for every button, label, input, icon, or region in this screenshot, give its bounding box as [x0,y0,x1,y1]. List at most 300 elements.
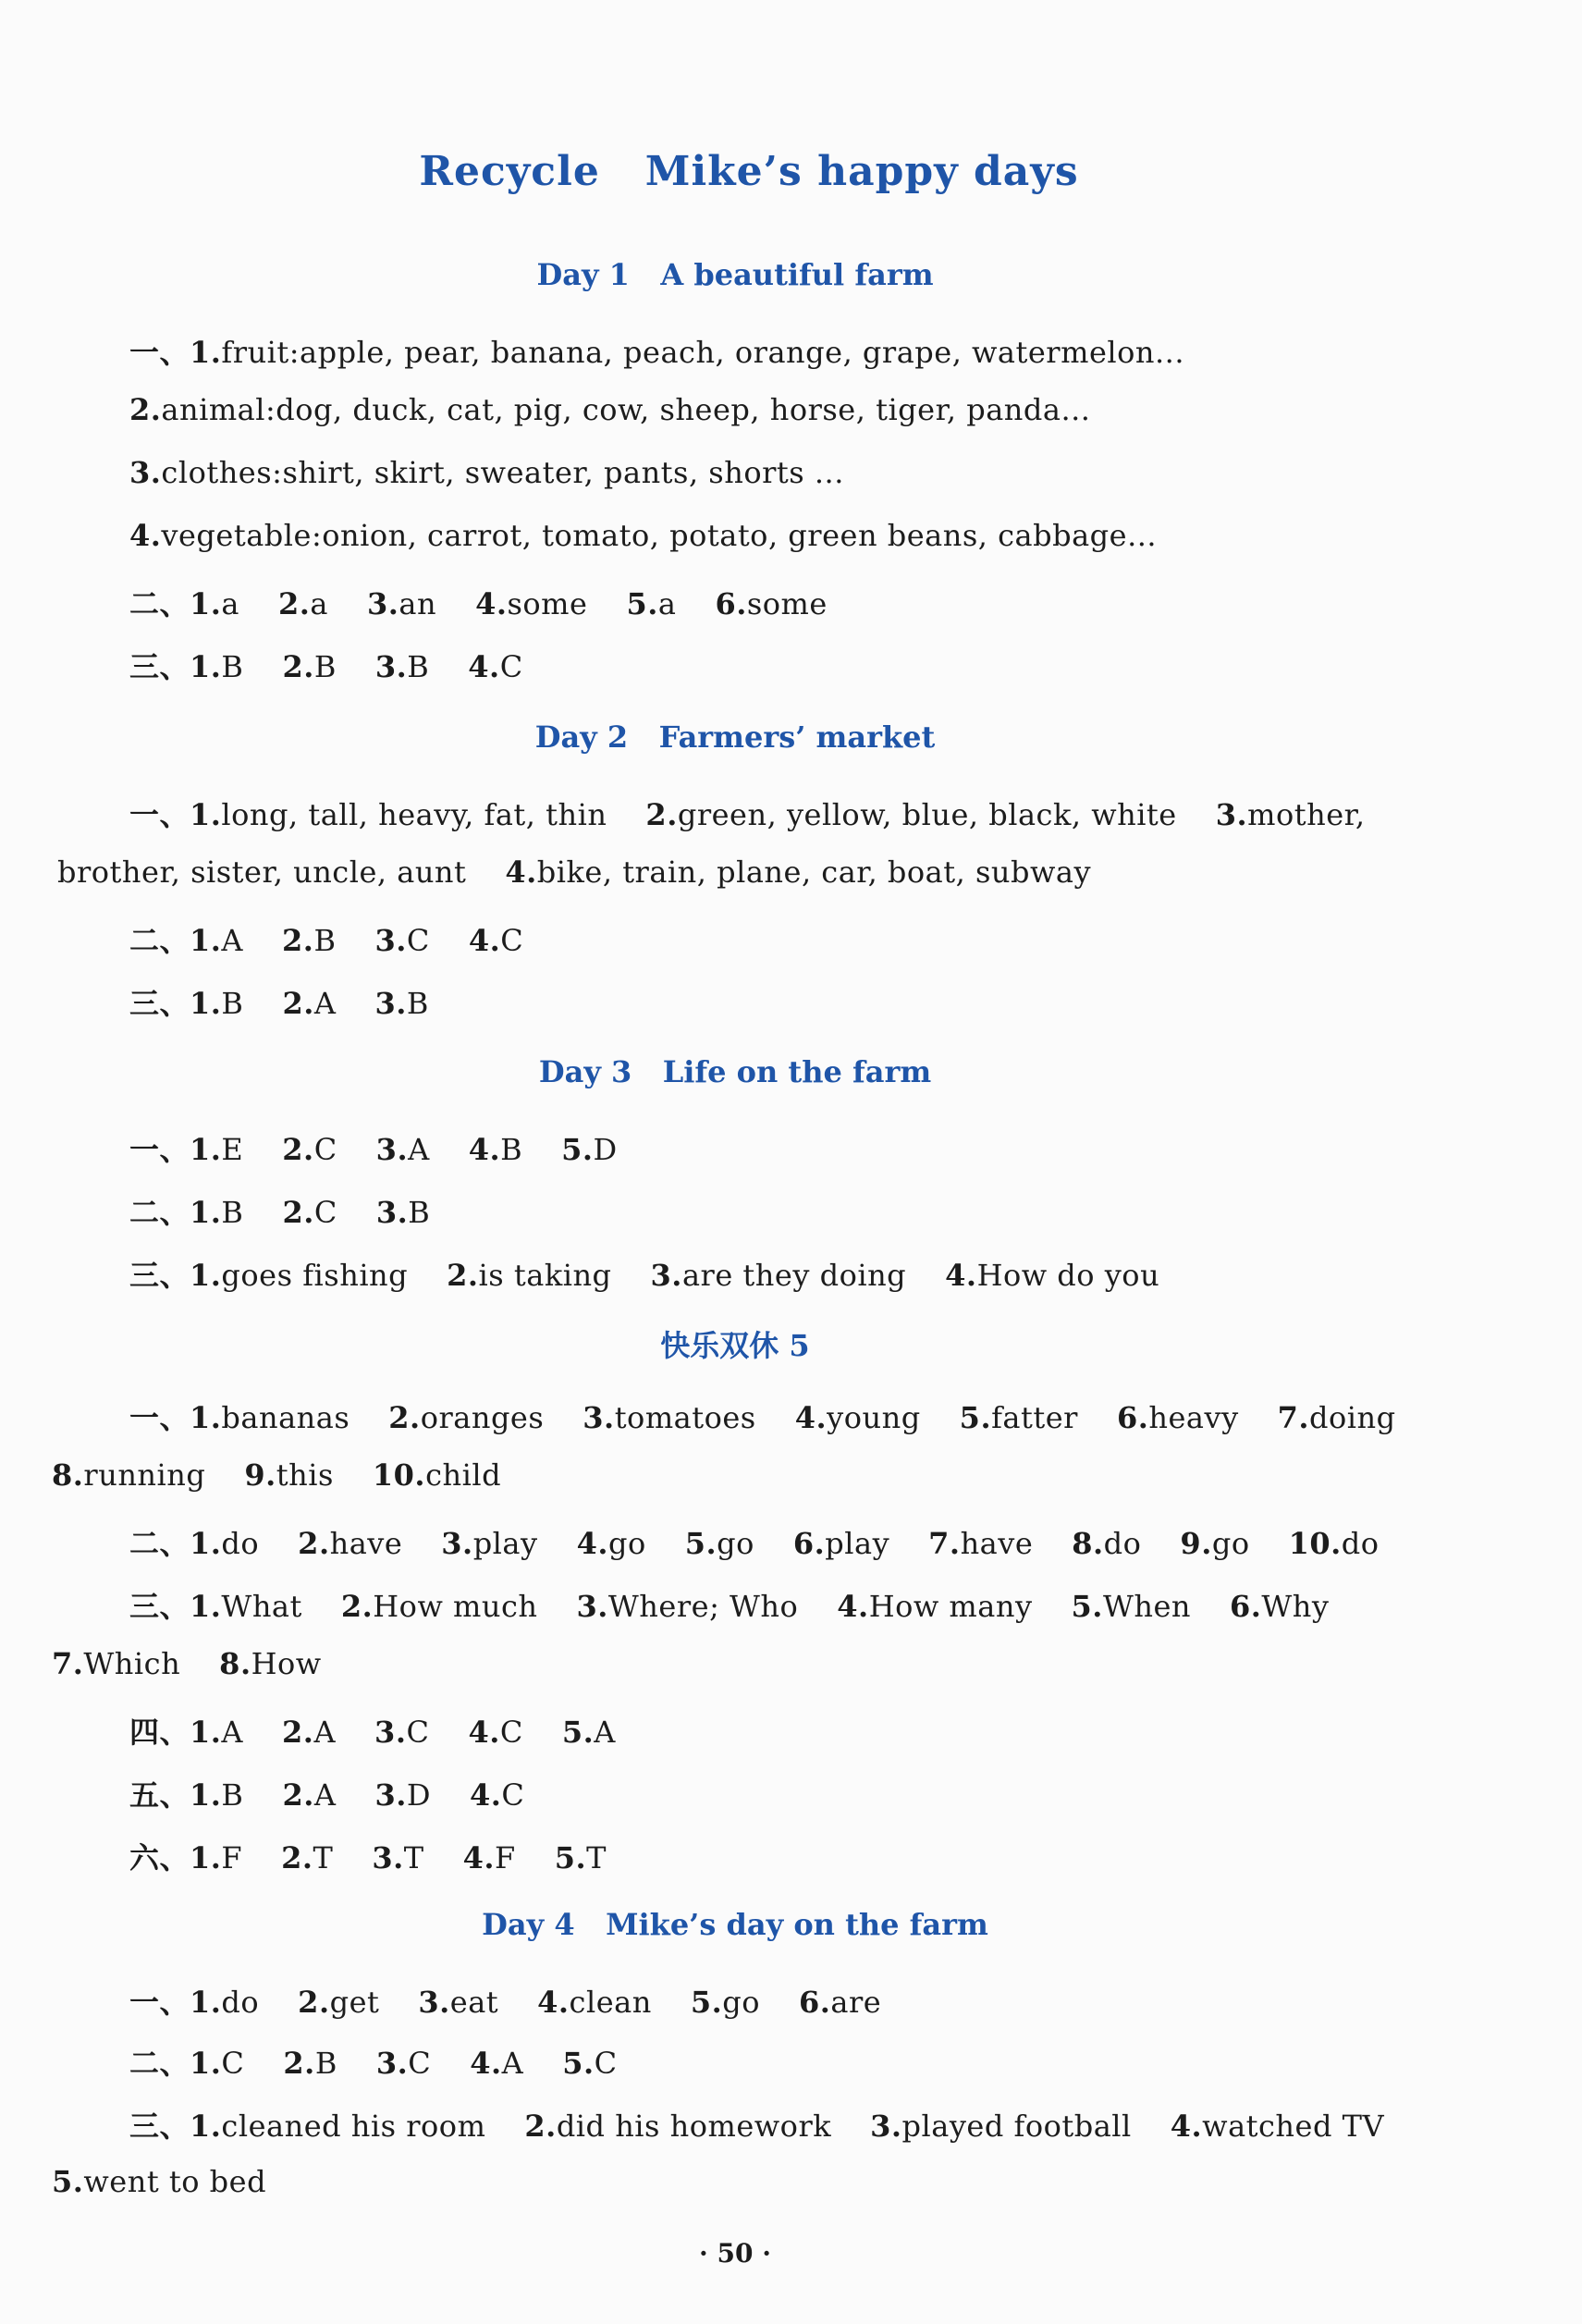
answer-text: A [313,986,337,1021]
answer-item [298,1985,379,2020]
answer-item [282,649,336,684]
answer-number: 4. [468,1715,500,1750]
answer-item [129,1195,243,1230]
answer-item [129,2046,244,2081]
answer-item [468,649,522,684]
answer-text: C [594,2046,618,2081]
answer-line [129,792,1404,834]
answer-item [376,1132,430,1167]
answer-item [129,455,844,490]
answer-number: 10. [372,1457,426,1493]
answer-text: clothes:shirt, skirt, sweater, pants, shorts ... [161,455,844,490]
answer-text: young [827,1400,921,1435]
answer-line [129,329,1223,372]
answer-item [129,2109,485,2144]
answer-item [374,1777,431,1813]
answer-text: C [406,923,430,958]
answer-item [561,1132,618,1167]
answer-item [52,2164,266,2199]
answer-text: When [1102,1589,1191,1624]
page-number: · 50 · [699,2238,771,2269]
answer-number: 3. [366,586,399,621]
section-heading-day3: Day 3 Life on the farm [538,1054,932,1089]
answer-number: 2. [388,1400,421,1435]
answer-text: C [313,1195,337,1230]
answer-number: 六、1. [129,1840,222,1875]
answer-text: How much [373,1589,538,1624]
answer-number: 8. [1072,1526,1104,1561]
answer-item [129,986,243,1021]
answer-number: 三、1. [129,1589,222,1624]
answer-text: T [313,1840,334,1875]
answer-item [524,2109,831,2144]
answer-text: animal:dog, duck, cat, pig, cow, sheep, horse, tiger, panda... [161,392,1091,427]
answer-number: 2. [281,1840,313,1875]
answer-text: bananas [221,1400,350,1435]
answer-number: 2. [282,649,314,684]
answer-number: 二、1. [129,1195,222,1230]
answer-number: 3. [441,1526,473,1561]
answer-text: E [221,1132,244,1167]
answer-item [685,1526,754,1561]
answer-item [282,986,336,1021]
answer-item [129,1400,350,1435]
answer-item [374,923,429,958]
answer-item [1278,1400,1396,1435]
answer-text: T [586,1840,607,1875]
answer-item [367,586,436,621]
answer-number: 2. [129,392,162,427]
answer-text: F [495,1840,516,1875]
answer-line [129,1252,1198,1295]
answer-number: 3. [375,1195,409,1230]
answer-item [418,1985,498,2020]
answer-text: mother, [1247,797,1366,832]
answer-item [341,1589,538,1624]
answer-item [475,586,587,621]
answer-number: 5. [959,1400,992,1435]
answer-text: is taking [478,1258,612,1293]
answer-text: do [221,1985,260,2020]
answer-text: goes fishing [221,1258,409,1293]
answer-text: long, tall, heavy, fat, thin [221,797,607,832]
answer-text: B [221,986,244,1021]
answer-number: 2. [282,1777,314,1813]
answer-number: 3. [583,1400,615,1435]
answer-number: 4. [837,1589,869,1624]
answer-line [129,1395,1435,1437]
section-heading-day4: Day 4 Mike’s day on the farm [482,1907,988,1942]
answer-text: D [593,1132,618,1167]
answer-number: 2. [282,1132,314,1167]
answer-item [278,586,328,621]
answer-number: 4. [462,1840,496,1875]
answer-text: How [251,1646,322,1681]
answer-text: C [406,1715,430,1750]
answer-number: 2. [282,923,314,958]
answer-line [129,980,468,1023]
answer-number: 10. [1288,1526,1342,1561]
answer-text: vegetable:onion, carrot, tomato, potato, green beans, cabbage... [161,518,1158,553]
answer-item [129,923,243,958]
answer-line [129,1772,563,1814]
answer-item [283,2046,337,2081]
answer-item [447,1258,611,1293]
answer-number: 5. [561,1715,595,1750]
answer-line [129,1189,469,1232]
answer-text: B [407,649,430,684]
answer-item [463,1840,516,1875]
answer-line [129,1835,645,1877]
answer-item [129,1132,243,1167]
answer-text: a [221,586,239,621]
answer-text: brother, sister, uncle, aunt [57,855,467,890]
answer-item [837,1589,1032,1624]
answer-number: 二、1. [129,586,222,621]
answer-number: 2. [282,1715,314,1750]
answer-item [388,1400,544,1435]
answer-number: 三、1. [129,1258,222,1293]
answer-number: 二、1. [129,923,222,958]
answer-text: go [717,1526,754,1561]
answer-text: did his homework [556,2109,832,2144]
answer-item [52,1646,180,1681]
answer-item [129,1258,408,1293]
answer-item [928,1526,1033,1561]
answer-text: fatter [991,1400,1078,1435]
answer-number: 3. [1215,797,1248,832]
answer-number: 7. [52,1646,84,1681]
answer-line [129,1520,1418,1563]
answer-item [1289,1526,1380,1561]
answer-number: 8. [219,1646,251,1681]
answer-item [469,923,523,958]
answer-text: B [314,2046,337,2081]
answer-number: 四、1. [129,1715,222,1750]
answer-number: 5. [626,586,658,621]
answer-number: 3. [418,1985,450,2020]
answer-item [555,1840,607,1875]
answer-text: cleaned his room [221,2109,486,2144]
answer-text: went to bed [83,2164,267,2199]
answer-text: this [276,1457,334,1493]
answer-text: C [501,1777,525,1813]
answer-text: B [221,1195,244,1230]
answer-line [129,917,562,960]
answer-item [793,1526,889,1561]
answer-item [870,2109,1132,2144]
answer-number: 5. [690,1985,723,2020]
answer-number: 三、1. [129,2109,222,2144]
answer-line [129,1709,655,1752]
answer-text: go [607,1526,646,1561]
answer-number: 3. [374,1777,407,1813]
answer-item [374,986,428,1021]
answer-number: 3. [576,1589,608,1624]
answer-number: 9. [1180,1526,1212,1561]
answer-text: do [1341,1526,1380,1561]
answer-line [129,581,866,623]
answer-text: C [500,923,524,958]
answer-number: 3. [374,1715,407,1750]
answer-item [129,1715,243,1750]
answer-item [1117,1400,1239,1435]
answer-item [1171,2109,1384,2144]
answer-line [129,2040,656,2083]
answer-number: 6. [798,1985,831,2020]
answer-text: B [313,649,337,684]
answer-text: eat [449,1985,499,2020]
answer-line [129,518,1196,553]
answer-number: 2. [282,986,314,1021]
answer-number: 4. [470,2046,502,2081]
answer-item [626,586,676,621]
answer-number: 2. [298,1526,330,1561]
answer-number: 6. [715,586,747,621]
answer-number: 4. [129,518,162,553]
answer-number: 2. [645,797,678,832]
answer-item [129,1777,243,1813]
answer-item [282,1715,336,1750]
answer-line [129,1126,656,1169]
answer-number: 5. [554,1840,587,1875]
section-heading-holiday5: 快乐双休 5 [660,1328,810,1363]
answer-item [129,1985,259,2020]
answer-item [691,1985,760,2020]
answer-number: 6. [1116,1400,1149,1435]
answer-item [562,2046,617,2081]
answer-number: 4. [470,1777,502,1813]
answer-text: A [313,1777,337,1813]
answer-line [129,1979,920,2022]
answer-text: child [425,1457,502,1493]
answer-item [468,1715,522,1750]
answer-number: 4. [945,1258,977,1293]
answer-text: clean [569,1985,652,2020]
answer-number: 五、1. [129,1777,222,1813]
answer-text: Which [83,1646,181,1681]
answer-number: 7. [1277,1400,1310,1435]
answer-text: are they doing [681,1258,907,1293]
answer-number: 9. [244,1457,276,1493]
answer-text: are [830,1985,882,2020]
answer-number: 4. [468,649,500,684]
answer-item [129,518,1157,553]
answer-item [960,1400,1078,1435]
answer-item [1216,797,1366,832]
answer-number: 二、1. [129,1526,222,1561]
answer-text: B [221,1777,244,1813]
answer-number: 一、1. [129,1400,222,1435]
answer-line [129,455,883,490]
answer-number: 3. [375,2046,409,2081]
answer-text: some [746,586,828,621]
answer-text: B [221,649,244,684]
answer-text: B [313,923,337,958]
answer-text: C [499,649,523,684]
answer-item [373,1457,501,1493]
answer-text: B [500,1132,523,1167]
answer-line [52,1646,361,1681]
answer-number: 三、1. [129,649,222,684]
answer-item [577,1526,646,1561]
answer-item [282,1777,336,1813]
answer-item [583,1400,755,1435]
answer-item [129,335,1184,370]
answer-item [945,1258,1159,1293]
answer-text: What [221,1589,302,1624]
answer-text: A [313,1715,337,1750]
answer-line [129,2103,1423,2146]
answer-number: 一、1. [129,1985,222,2020]
answer-item [129,649,243,684]
answer-item [219,1646,321,1681]
answer-item [298,1526,402,1561]
answer-number: 一、1. [129,1132,222,1167]
answer-number: 4. [475,586,508,621]
answer-number: 2. [524,2109,557,2144]
answer-number: 4. [576,1526,608,1561]
answer-item [244,1457,334,1493]
answer-number: 三、1. [129,986,222,1021]
answer-text: How do you [976,1258,1160,1293]
page-title: Recycle Mike’s happy days [419,148,1079,195]
answer-line [129,644,562,686]
answer-number: 5. [684,1526,717,1561]
answer-item [372,1840,423,1875]
answer-number: 4. [505,855,537,890]
answer-item [1072,1589,1191,1624]
answer-item [799,1985,881,2020]
answer-number: 4. [1170,2109,1203,2144]
answer-item [1072,1526,1141,1561]
answer-item [282,1132,337,1167]
answer-number: 二、1. [129,2046,222,2081]
answer-item [282,923,336,958]
answer-text: C [499,1715,523,1750]
answer-number: 7. [928,1526,961,1561]
answer-item [375,649,429,684]
answer-text: How many [868,1589,1033,1624]
answer-number: 4. [794,1400,828,1435]
answer-item [441,1526,537,1561]
answer-text: some [507,586,588,621]
answer-number: 2. [283,2046,315,2081]
answer-text: A [221,923,244,958]
answer-text: oranges [420,1400,545,1435]
answer-item [537,1985,652,2020]
answer-number: 3. [375,1132,409,1167]
answer-text: an [399,586,437,621]
answer-number: 6. [792,1526,826,1561]
answer-text: heavy [1148,1400,1239,1435]
answer-text: get [329,1985,380,2020]
answer-number: 3. [870,2109,902,2144]
answer-number: 3. [372,1840,404,1875]
answer-number: 5. [561,1132,594,1167]
answer-line [52,1457,540,1493]
answer-number: 4. [468,1132,501,1167]
answer-number: 2. [447,1258,479,1293]
answer-number: 一、1. [129,797,222,832]
answer-text: tomatoes [614,1400,756,1435]
section-heading-day2: Day 2 Farmers’ market [534,719,936,755]
answer-text: green, yellow, blue, black, white [677,797,1177,832]
answer-text: fruit:apple, pear, banana, peach, orange, grape, watermelon... [221,335,1184,370]
answer-text: do [1103,1526,1142,1561]
answer-text: play [472,1526,538,1561]
answer-text: do [221,1526,260,1561]
answer-text: A [501,2046,524,2081]
answer-line [52,2164,305,2199]
answer-text: C [408,2046,432,2081]
answer-item [1230,1589,1329,1624]
answer-number: 3. [374,986,407,1021]
answer-number: 3. [129,455,162,490]
answer-text: have [960,1526,1034,1561]
answer-text: doing [1309,1400,1396,1435]
answer-number: 2. [278,586,311,621]
answer-text: have [329,1526,403,1561]
answer-text: A [408,1132,430,1167]
answer-number: 5. [52,2164,84,2199]
answer-number: 2. [282,1195,314,1230]
answer-item [469,1132,522,1167]
answer-item [470,1777,524,1813]
answer-item [645,797,1176,832]
answer-line [129,392,1129,427]
answer-number: 5. [562,2046,595,2081]
answer-item [57,855,466,890]
answer-number: 3. [650,1258,682,1293]
answer-item [715,586,827,621]
answer-item [562,1715,616,1750]
answer-item [576,1589,798,1624]
answer-number: 3. [374,923,407,958]
answer-item [281,1840,333,1875]
answer-text: T [403,1840,424,1875]
answer-number: 4. [468,923,501,958]
answer-item [376,2046,431,2081]
answer-text: running [83,1457,206,1493]
answer-text: F [221,1840,243,1875]
answer-item [129,1840,242,1875]
answer-text: a [657,586,677,621]
answer-number: 2. [298,1985,330,2020]
answer-text: go [1211,1526,1250,1561]
answer-item [505,855,1091,890]
answer-text: go [722,1985,760,2020]
answer-item [129,1589,302,1624]
answer-number: 5. [1071,1589,1103,1624]
answer-number: 3. [374,649,408,684]
answer-number: 一、1. [129,335,222,370]
answer-item [795,1400,921,1435]
answer-item [470,2046,523,2081]
answer-text: bike, train, plane, car, boat, subway [536,855,1092,890]
answer-item [374,1715,429,1750]
section-heading-day1: Day 1 A beautiful farm [536,257,934,292]
answer-item [129,392,1090,427]
answer-item [1180,1526,1249,1561]
answer-item [52,1457,205,1493]
answer-item [651,1258,907,1293]
answer-text: C [221,2046,245,2081]
answer-text: A [221,1715,244,1750]
answer-item [129,797,607,832]
answer-text: Where; Who [607,1589,799,1624]
answer-number: 4. [537,1985,570,2020]
